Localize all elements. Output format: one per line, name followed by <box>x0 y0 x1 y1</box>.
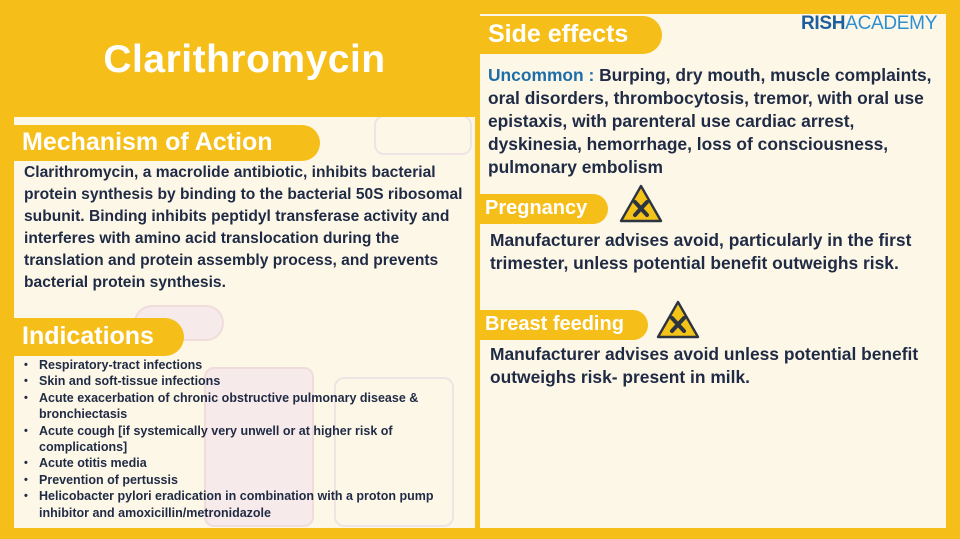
side-effects-body: Burping, dry mouth, muscle complaints, oral disorders, thrombocytosis, tremor, with oral use epistaxis, with parenteral use cardiac arrest, dyskinesia, hemorrhage, loss of consciousness, pulmonary embolism <box>488 65 932 177</box>
brand-logo-part2: ACADEMY <box>845 13 938 34</box>
list-item <box>22 390 468 423</box>
list-item-text: Skin and soft-tissue infections <box>39 374 221 389</box>
bullet: • <box>24 490 28 503</box>
breast-feeding-heading: Breast feeding <box>480 310 648 340</box>
side-effects-heading: Side effects <box>480 16 662 54</box>
indications-list <box>22 357 468 521</box>
list-item <box>22 373 468 389</box>
side-effects-text <box>488 64 943 179</box>
page-title: Clarithromycin <box>103 38 386 81</box>
mechanism-heading: Mechanism of Action <box>14 125 320 161</box>
list-item <box>22 423 468 456</box>
warning-icon <box>656 300 700 340</box>
pregnancy-text: Manufacturer advises avoid, particularly in the first trimester, unless potential benefit outweighs risk. <box>490 230 912 273</box>
list-item-text: Acute cough [if systemically very unwell or at higher risk of complications] <box>39 423 393 455</box>
bullet: • <box>24 473 28 486</box>
brand-logo <box>801 13 937 35</box>
list-item-text: Acute otitis media <box>39 456 147 471</box>
side-effects-label: Uncommon : <box>488 65 595 85</box>
list-item <box>22 488 468 521</box>
list-item-text: Prevention of pertussis <box>39 472 178 487</box>
brand-logo-part1: RISH <box>801 13 846 34</box>
bullet: • <box>24 359 28 371</box>
background-illustration <box>374 117 472 155</box>
warning-icon <box>619 184 663 224</box>
breast-feeding-text: Manufacturer advises avoid unless potential benefit outweighs risk- present in milk. <box>490 344 919 387</box>
list-item-text: Acute exacerbation of chronic obstructive pulmonary disease & bronchiectasis <box>39 390 419 422</box>
bullet: • <box>24 457 28 470</box>
list-item-text: Respiratory-tract infections <box>39 358 203 372</box>
bullet: • <box>24 375 28 388</box>
indications-heading: Indications <box>14 318 184 356</box>
list-item <box>22 357 468 373</box>
list-item <box>22 455 468 471</box>
bullet: • <box>24 391 28 404</box>
bullet: • <box>24 424 28 437</box>
mechanism-text: Clarithromycin, a macrolide antibiotic, inhibits bacterial protein synthesis by binding to the bacterial 50S ribosomal subunit. Binding inhibits peptidyl transferase activity and interferes with amino acid translocation during the translation and protein assembly process, and prevents bacterial protein synthesis. <box>24 164 463 291</box>
pregnancy-heading: Pregnancy <box>480 194 608 224</box>
list-item <box>22 472 468 488</box>
list-item-text: Helicobacter pylori eradication in combination with a proton pump inhibitor and amoxicillin/metronidazole <box>39 489 434 520</box>
